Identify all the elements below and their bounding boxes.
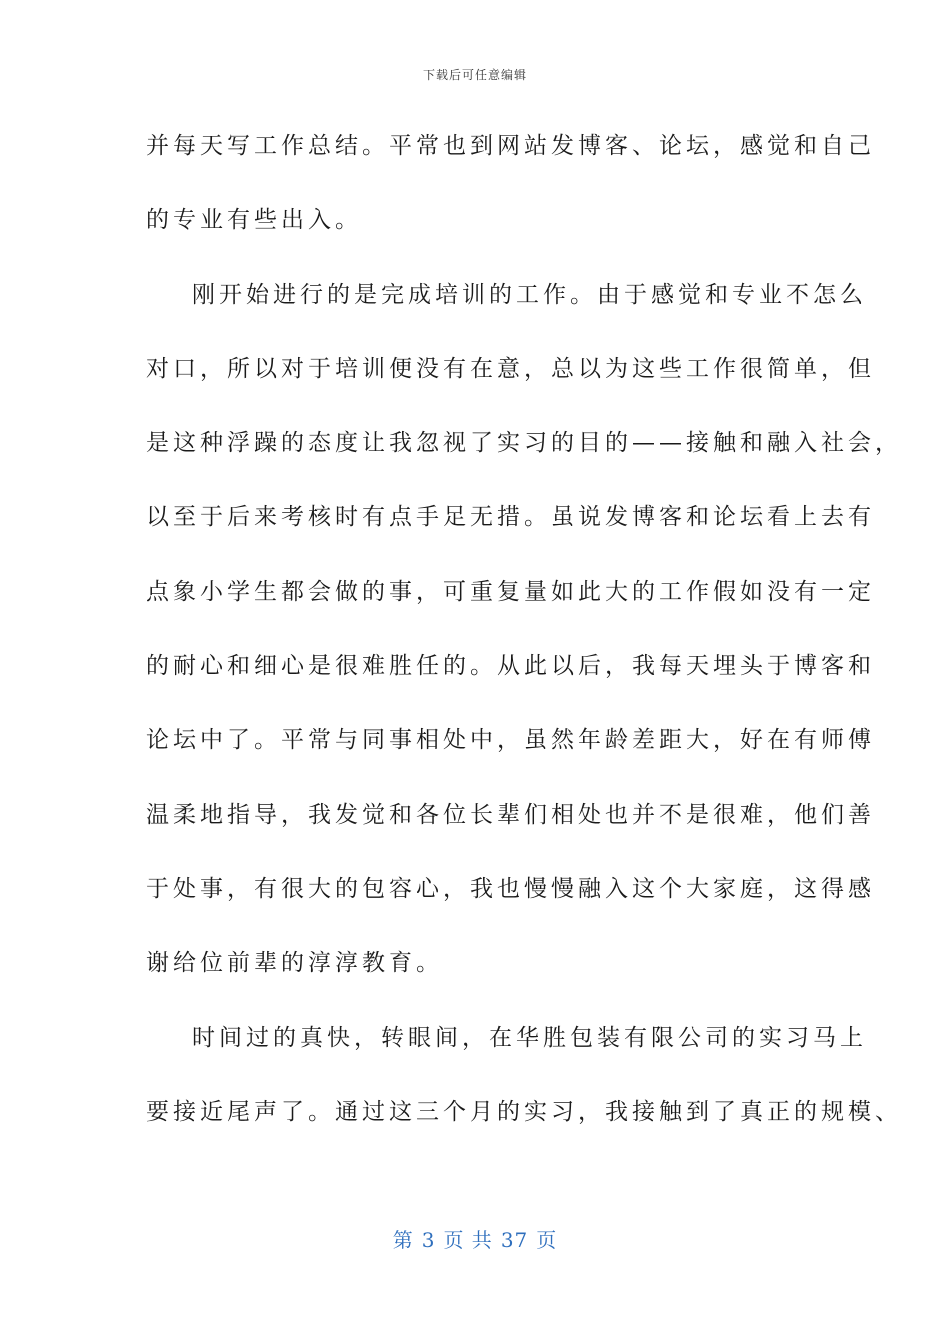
footer-middle: 页 共 xyxy=(443,1228,493,1252)
text-line-6: 以至于后来考核时有点手足无措。虽说发博客和论坛看上去有 xyxy=(146,504,875,531)
text-line-7: 点象小学生都会做的事，可重复量如此大的工作假如没有一定 xyxy=(146,578,875,605)
text-line-4: 对口，所以对于培训便没有在意，总以为这些工作很简单，但 xyxy=(146,355,875,382)
footer-suffix: 页 xyxy=(536,1228,558,1252)
text-line-5: 是这种浮躁的态度让我忽视了实习的目的——接触和融入社会， xyxy=(146,430,902,457)
text-line-3: 刚开始进行的是完成培训的工作。由于感觉和专业不怎么 xyxy=(192,281,867,308)
footer-page-number: 3 xyxy=(421,1228,436,1252)
text-line-10: 温柔地指导，我发觉和各位长辈们相处也并不是很难，他们善 xyxy=(146,801,875,828)
document-body xyxy=(146,120,902,1160)
text-line-12: 谢给位前辈的淳淳教育。 xyxy=(146,950,443,977)
text-line-11: 于处事，有很大的包容心，我也慢慢融入这个大家庭，这得感 xyxy=(146,875,875,902)
page-footer xyxy=(0,1224,950,1253)
text-line-2: 的专业有些出入。 xyxy=(146,207,362,234)
text-line-8: 的耐心和细心是很难胜任的。从此以后，我每天埋头于博客和 xyxy=(146,653,875,680)
footer-total-pages: 37 xyxy=(500,1228,529,1252)
text-line-14: 要接近尾声了。通过这三个月的实习，我接触到了真正的规模、 xyxy=(146,1098,902,1125)
text-line-9: 论坛中了。平常与同事相处中，虽然年龄差距大，好在有师傅 xyxy=(146,727,875,754)
text-line-13: 时间过的真快，转眼间，在华胜包装有限公司的实习马上 xyxy=(192,1024,867,1051)
footer-prefix: 第 xyxy=(392,1228,414,1252)
page-header: 下载后可任意编辑 xyxy=(422,68,527,82)
text-line-1: 并每天写工作总结。平常也到网站发博客、论坛，感觉和自己 xyxy=(146,133,875,159)
